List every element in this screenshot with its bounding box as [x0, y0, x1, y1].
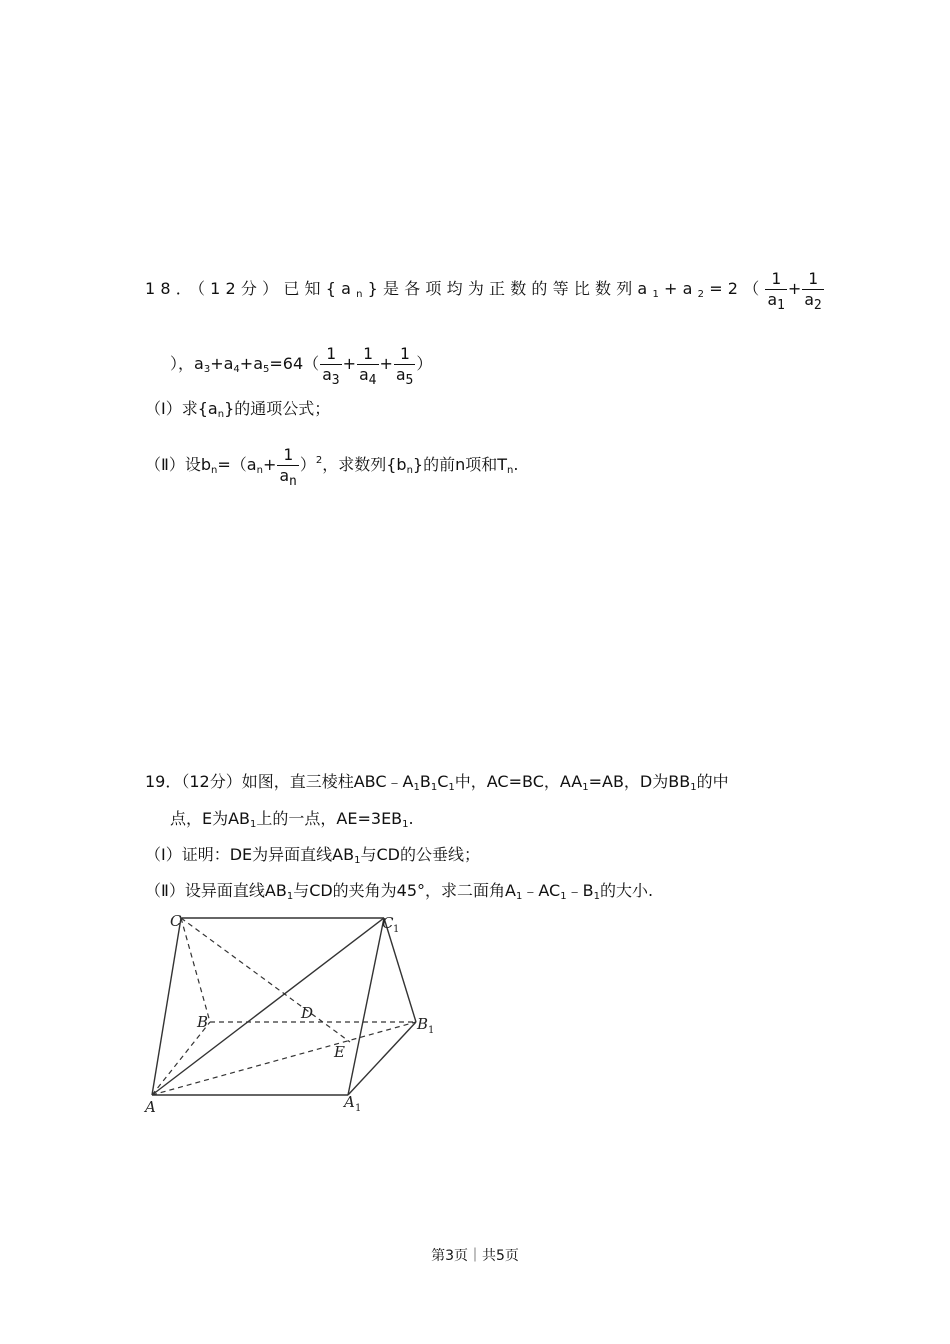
q18-line2-text-c: +a — [239, 354, 263, 373]
sub: 1 — [652, 289, 665, 300]
label-A1-sub: 1 — [355, 1103, 362, 1114]
q18-part1-text-b: }的通项公式； — [224, 399, 331, 418]
sub: 1 — [690, 782, 697, 793]
fraction-1-over-a3 — [320, 344, 341, 388]
q18-line2 — [170, 344, 433, 388]
sub: 1 — [402, 819, 409, 830]
q19-line1-text-c: C — [437, 772, 449, 791]
q19-part2-text-e: 的大小. — [599, 881, 654, 900]
q18-line1-text-a: 18．（12分）已知{a — [145, 279, 357, 298]
denominator-sub: 5 — [405, 373, 414, 388]
numerator: 1 — [326, 344, 336, 363]
edge-A1-B1 — [348, 1022, 416, 1095]
sub: 3 — [203, 364, 211, 375]
denominator — [394, 364, 415, 388]
q19-part1 — [145, 845, 480, 865]
denominator-base: a — [804, 290, 814, 309]
label-D: D — [301, 1004, 314, 1022]
q19-line1-text-b: B — [419, 772, 431, 791]
q18-part1 — [145, 399, 330, 419]
sub: 1 — [250, 819, 257, 830]
sub: 1 — [582, 782, 589, 793]
q19-part1-text-a: （Ⅰ）证明：DE为异面直线AB — [145, 845, 355, 864]
denominator — [277, 465, 298, 489]
q18-part2-text-e: ，求数列{b — [322, 455, 407, 474]
q18-line1-text-d: =2（ — [709, 279, 765, 298]
fraction-1-over-a4 — [357, 344, 378, 388]
q19-line2 — [170, 809, 414, 829]
denominator — [802, 289, 823, 313]
numerator: 1 — [283, 445, 293, 464]
sub: 2 — [697, 289, 710, 300]
page-footer: 第3页｜共5页 — [431, 1248, 519, 1264]
edge-C1-B1 — [384, 918, 416, 1022]
q18-part2-text-d: ） — [299, 455, 316, 474]
denominator — [357, 364, 378, 388]
q18-line2-text-d: =64（ — [269, 354, 320, 373]
plus-sign: + — [787, 279, 802, 298]
q19-line1-text-d: 中，AC=BC，AA — [454, 772, 583, 791]
denominator-sub: 3 — [331, 373, 340, 388]
denominator — [320, 364, 341, 388]
q18-line1-text-c: +a — [664, 279, 698, 298]
sub: 1 — [560, 891, 567, 902]
sub: 1 — [430, 782, 438, 793]
label-C1-sub: 1 — [393, 924, 400, 935]
edge-C-A — [152, 918, 181, 1095]
sub: 1 — [286, 891, 294, 902]
sub: n — [356, 289, 368, 300]
q18-line1-text-b: }是各项均为正数的等比数列a — [367, 279, 653, 298]
q18-line2-text-b: +a — [210, 354, 234, 373]
q19-line1-text-a: 19．（12分）如图，直三棱柱ABC﹣A — [145, 772, 414, 791]
q19-line1-text-f: 的中 — [696, 772, 729, 791]
plus-sign: + — [342, 354, 357, 373]
q18-part2-text-b: =（a — [217, 455, 257, 474]
hidden-edge-A-B — [152, 1022, 210, 1095]
hidden-edge-A-B1 — [152, 1022, 416, 1095]
denominator-base: a — [322, 365, 332, 384]
denominator-sub: 4 — [368, 373, 377, 388]
q18-line2-text-e: ） — [416, 354, 433, 373]
numerator: 1 — [399, 344, 410, 363]
denominator-sub: n — [289, 474, 297, 489]
plus-sign: + — [262, 455, 277, 474]
q19-part2-text-d: ﹣B — [566, 881, 594, 900]
label-B1: B — [417, 1015, 429, 1033]
label-A: A — [145, 1098, 156, 1115]
numerator: 1 — [362, 344, 373, 363]
label-E: E — [334, 1043, 345, 1061]
plus-sign: + — [379, 354, 393, 373]
sub: 4 — [233, 364, 240, 375]
label-C: C — [170, 912, 182, 930]
q19-line1 — [145, 772, 729, 792]
q18-part2-text-a: （Ⅱ）设b — [145, 455, 212, 474]
q19-part2-text-a: （Ⅱ）设异面直线AB — [145, 881, 287, 900]
sub: 1 — [516, 891, 523, 902]
sub: 5 — [263, 364, 270, 375]
fraction-1-over-a5 — [394, 344, 415, 388]
numerator: 1 — [771, 269, 781, 288]
q19-part2-text-c: ﹣AC — [522, 881, 561, 900]
sub: n — [256, 465, 263, 476]
fraction-1-over-a1 — [765, 269, 786, 313]
superscript: 2 — [315, 455, 323, 466]
q19-line2-text-b: 上的一点，AE=3EB — [256, 809, 403, 828]
q19-part2-text-b: 与CD的夹角为45°，求二面角A — [293, 881, 516, 900]
hidden-edge-C-B — [181, 918, 210, 1022]
edge-A-C1 — [152, 918, 384, 1095]
q18-line2-text-a: ），a — [170, 354, 204, 373]
q19-part1-text-b: 与CD的公垂线； — [360, 845, 480, 864]
edge-C1-A1 — [348, 918, 384, 1095]
sub: n — [507, 465, 514, 476]
q18-line1 — [145, 269, 825, 313]
sub: n — [406, 465, 413, 476]
q19-line1-text-e: =AB，D为BB — [588, 772, 691, 791]
sub: 1 — [354, 855, 361, 866]
denominator-sub: 2 — [813, 298, 822, 313]
denominator-base: a — [767, 290, 778, 309]
fraction-1-over-an — [277, 445, 298, 489]
q18-part2 — [145, 445, 519, 489]
sub: 1 — [448, 782, 455, 793]
label-B: B — [197, 1013, 209, 1031]
sub: n — [211, 465, 218, 476]
sub: 1 — [413, 782, 420, 793]
prism-diagram — [140, 910, 450, 1115]
numerator: 1 — [808, 269, 818, 288]
label-C1: C — [382, 914, 394, 932]
q19-line2-text-a: 点，E为AB — [170, 809, 251, 828]
q18-part2-text-f: }的前n项和T — [412, 455, 508, 474]
sub: n — [217, 409, 225, 420]
sub: 1 — [593, 891, 600, 902]
fraction-1-over-a2 — [802, 269, 823, 313]
label-A1: A — [344, 1093, 355, 1111]
denominator-base: a — [359, 365, 369, 384]
q19-line2-text-c: . — [408, 809, 414, 828]
label-B1-sub: 1 — [428, 1025, 435, 1036]
denominator-base: a — [279, 466, 289, 485]
q18-part2-text-g: . — [513, 455, 519, 474]
q19-part2 — [145, 881, 653, 901]
denominator-sub: 1 — [777, 298, 785, 313]
denominator — [765, 289, 786, 313]
q18-part1-text-a: （Ⅰ）求{a — [145, 399, 218, 418]
denominator-base: a — [395, 365, 406, 384]
